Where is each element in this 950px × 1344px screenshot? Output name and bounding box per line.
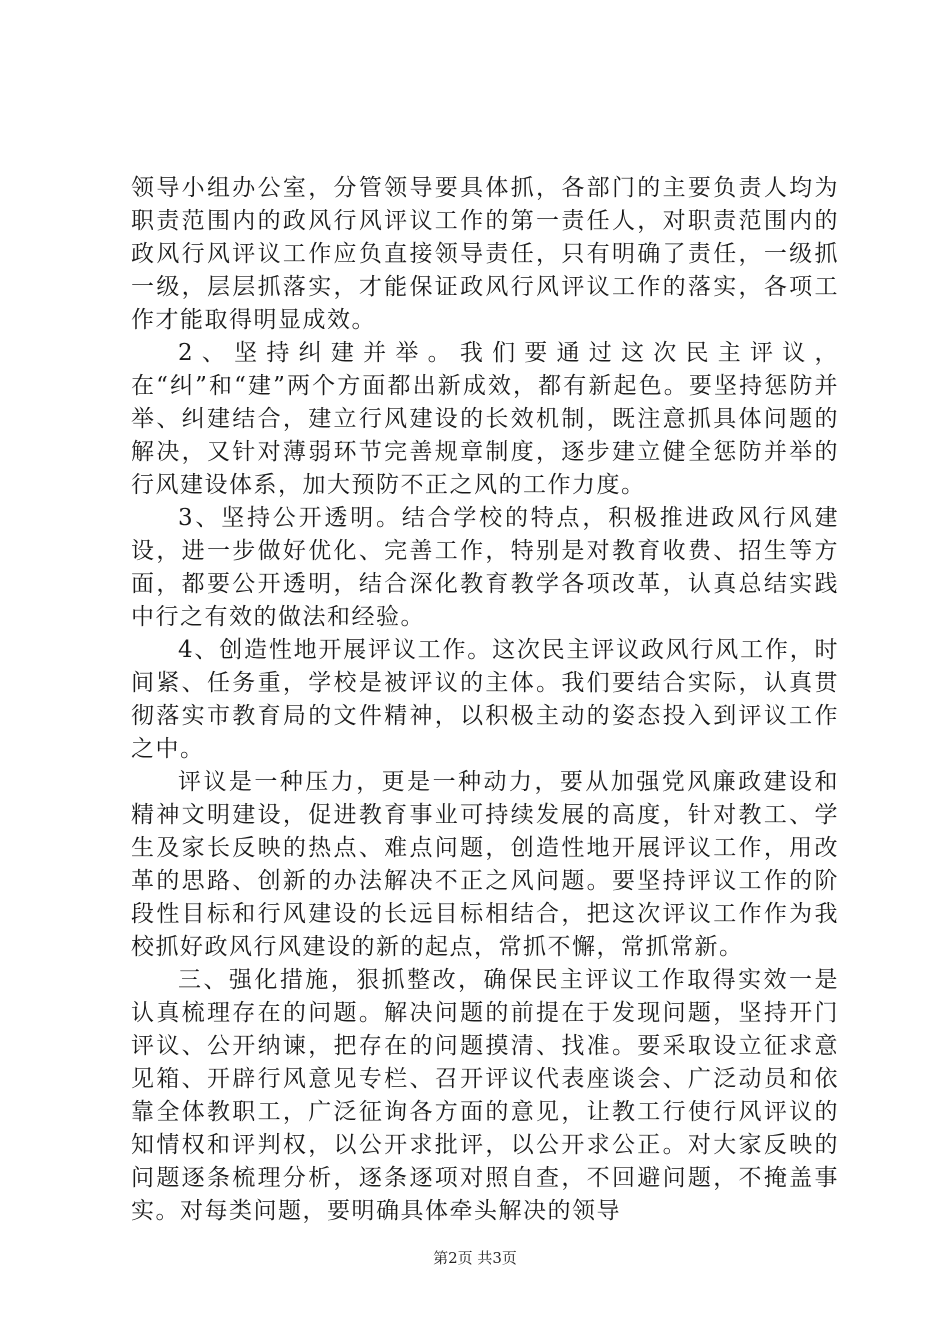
paragraph-section-3: 三、强化措施，狠抓整改，确保民主评议工作取得实效一是认真梳理存在的问题。解决问题的前提在于发现问题，坚持开门评议、公开纳谏，把存在的问题摸清、找准。要采取设立征求意见箱、开辟行风意见专栏、召开评议代表座谈会、广泛动员和依靠全体教职工，广泛征询各方面的意见，让教工行使行风评议的知情权和评判权，以公开求批评，以公开求公正。对大家反映的问题逐条梳理分析，逐条逐项对照自查，不回避问题，不掩盖事实。对每类问题，要明确具体牵头解决的领导 [131, 967, 839, 1224]
paragraph-continuation: 领导小组办公室，分管领导要具体抓，各部门的主要负责人均为职责范围内的政风行风评议工作的第一责任人，对职责范围内的政风行风评议工作应负直接领导责任，只有明确了责任，一级抓一级，层层抓落实，才能保证政风行风评议工作的落实，各项工作才能取得明显成效。 [131, 175, 839, 333]
paragraph-item-2: 2、坚持纠建并举。我们要通过这次民主评议，在“纠”和“建”两个方面都出新成效，都有新起色。要坚持惩防并举、纠建结合，建立行风建设的长效机制，既注意抓具体问题的解决，又针对薄弱环节完善规章制度，逐步建立健全惩防并举的行风建设体系，加大预防不正之风的工作力度。 [131, 340, 839, 498]
page-number: 第2页 共3页 [433, 1249, 517, 1267]
paragraph-item-4: 4、创造性地开展评议工作。这次民主评议政风行风工作，时间紧、任务重，学校是被评议的主体。我们要结合实际，认真贯彻落实市教育局的文件精神，以积极主动的姿态投入到评议工作之中。 [131, 637, 839, 762]
paragraph-item-3: 3、坚持公开透明。结合学校的特点，积极推进政风行风建设，进一步做好优化、完善工作，特别是对教育收费、招生等方面，都要公开透明，结合深化教育教学各项改革，认真总结实践中行之有效的做法和经验。 [131, 505, 839, 630]
document-body [131, 172, 839, 1228]
paragraph-review-pressure: 评议是一种压力，更是一种动力，要从加强党风廉政建设和精神文明建设，促进教育事业可持续发展的高度，针对教工、学生及家长反映的热点、难点问题，创造性地开展评议工作，用改革的思路、创新的办法解决不正之风问题。要坚持评议工作的阶段性目标和行风建设的长远目标相结合，把这次评议工作作为我校抓好政风行风建设的新的起点，常抓不懈，常抓常新。 [131, 769, 839, 960]
